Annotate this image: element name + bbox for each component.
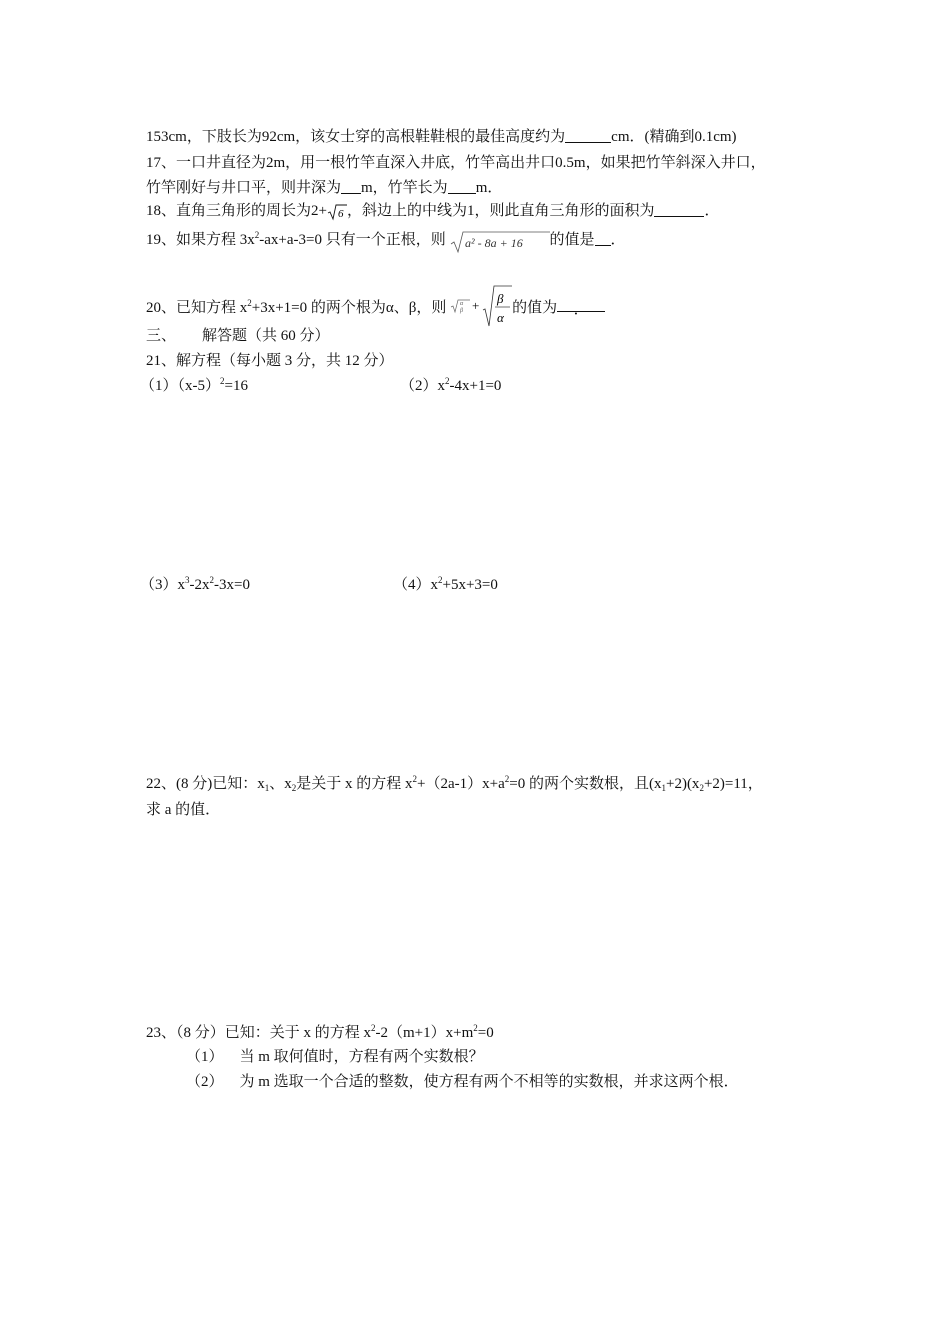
q18-text3: ． bbox=[704, 203, 720, 219]
q23-item1 bbox=[186, 1047, 484, 1067]
q22-exp2: 2 bbox=[504, 774, 510, 784]
q20-text3: 的值为 bbox=[512, 300, 558, 316]
q23-item1-number: （1） bbox=[186, 1049, 224, 1065]
q20-small-num: α bbox=[460, 301, 464, 307]
q22-text-e: =0 的两个实数根，且(x bbox=[509, 776, 662, 792]
q20-radicals bbox=[450, 284, 512, 328]
q22-text-f: +2)(x bbox=[665, 776, 700, 792]
section-3-heading bbox=[146, 326, 330, 346]
q21-p3-exp1: 3 bbox=[185, 575, 190, 585]
q21-p1-text2: =16 bbox=[224, 378, 248, 394]
q21-p3-text: （3）x bbox=[140, 577, 186, 593]
q22-exp1: 2 bbox=[412, 774, 418, 784]
q23-item1-text: 当 m 取何值时，方程有两个实数根？ bbox=[239, 1049, 484, 1065]
q17-text4: m． bbox=[475, 180, 503, 196]
q23-text-a: 23、（8 分）已知：关于 x 的方程 x bbox=[146, 1025, 372, 1041]
q22-sub1: 1 bbox=[264, 783, 270, 793]
q19-text4: ． bbox=[610, 232, 626, 248]
q22-sub3: 1 bbox=[661, 783, 666, 793]
q21-p3-exp2: 2 bbox=[209, 575, 215, 585]
q22-text-line2: 求 a 的值． bbox=[146, 802, 221, 818]
sqrt6-radical bbox=[327, 203, 347, 221]
q17-text3: m，竹竿长为 bbox=[361, 180, 448, 196]
section-3-number: 三、 bbox=[146, 328, 177, 344]
q20-text2: +3x+1=0 的两个根为α、β，则 bbox=[251, 300, 447, 316]
q21-title bbox=[146, 351, 394, 371]
sqrt6-radicand: 6 bbox=[337, 207, 344, 220]
q22-text-b: 、x bbox=[269, 776, 292, 792]
q22-text-a: 22、(8 分)已知：x bbox=[146, 776, 265, 792]
q19-blank[interactable] bbox=[595, 230, 611, 246]
q19-radicand: a² - 8a + 16 bbox=[464, 236, 523, 250]
q20-big-num: β bbox=[497, 291, 504, 306]
q20-text: 20、已知方程 x bbox=[146, 300, 248, 316]
q23-item2-number: （2） bbox=[186, 1074, 224, 1090]
q21-p4-text2: +5x+3=0 bbox=[442, 577, 498, 593]
q20-blank[interactable] bbox=[557, 296, 605, 318]
q22-text-d: +（2a-1）x+a bbox=[417, 776, 505, 792]
q20-exp: 2 bbox=[247, 298, 252, 308]
q19-line bbox=[146, 228, 626, 254]
q23-item2 bbox=[186, 1072, 739, 1092]
q22-sub4: 2 bbox=[699, 783, 704, 793]
q23-item2-text: 为 m 选取一个合适的整数，使方程有两个不相等的实数根，并求这两个根． bbox=[239, 1074, 739, 1090]
q21-p3-text2: -2x bbox=[189, 577, 210, 593]
q18-blank[interactable] bbox=[654, 201, 704, 217]
q21-p2-text: （2）x bbox=[400, 378, 446, 394]
q18-line bbox=[146, 201, 720, 221]
q21-part2 bbox=[400, 376, 501, 396]
q21-part1 bbox=[140, 376, 248, 396]
section-3-title: 解答题（共 60 分） bbox=[202, 328, 330, 344]
q22-line1 bbox=[146, 774, 763, 794]
q17-text2: 竹竿刚好与井口平，则井深为 bbox=[146, 180, 342, 196]
q23-exp2: 2 bbox=[473, 1023, 478, 1033]
q16-tail-line bbox=[146, 127, 737, 147]
q20-plus: + bbox=[472, 298, 480, 313]
q20-small-den: β bbox=[460, 308, 464, 314]
q23-exp1: 2 bbox=[371, 1023, 376, 1033]
q19-text: 19、如果方程 3x bbox=[146, 232, 255, 248]
q22-line2 bbox=[146, 800, 220, 820]
q19-exp: 2 bbox=[254, 230, 260, 240]
q21-p2-text2: -4x+1=0 bbox=[449, 378, 502, 394]
q20-line bbox=[146, 284, 605, 328]
q21-p2-exp: 2 bbox=[445, 376, 450, 386]
q20-blank-dot: ． bbox=[573, 302, 589, 318]
q16-text-end: cm．(精确到0.1cm) bbox=[611, 129, 737, 145]
q21-part3 bbox=[140, 575, 250, 595]
q21-p1-text: （1）（x-5） bbox=[140, 378, 220, 394]
q18-text: 18、直角三角形的周长为2+ bbox=[146, 203, 327, 219]
q21-p1-exp: 2 bbox=[220, 376, 225, 386]
q18-text2: ，斜边上的中线为1，则此直角三角形的面积为 bbox=[346, 203, 655, 219]
q22-text-c: 是关于 x 的方程 x bbox=[296, 776, 413, 792]
q16-text: 153cm，下肢长为92cm，该女士穿的高根鞋鞋根的最佳高度约为 bbox=[146, 129, 566, 145]
q17-line1 bbox=[146, 153, 766, 173]
q17-text: 17、一口井直径为2m，用一根竹竿直深入井底，竹竿高出井口0.5m，如果把竹竿斜深入井口， bbox=[146, 155, 766, 171]
q21-p4-text: （4）x bbox=[393, 577, 439, 593]
q21-p4-exp: 2 bbox=[438, 575, 443, 585]
q17-line2 bbox=[146, 178, 502, 198]
q22-text-g: +2)=11， bbox=[703, 776, 763, 792]
q19-text2: -ax+a-3=0 只有一个正根，则 bbox=[259, 232, 446, 248]
q23-line1 bbox=[146, 1023, 494, 1043]
q23-text-b: -2（m+1）x+m bbox=[375, 1025, 474, 1041]
q21-part4 bbox=[393, 575, 498, 595]
q17-blank-depth[interactable] bbox=[341, 178, 361, 194]
q20-big-den: α bbox=[497, 310, 504, 325]
q21-p3-text3: -3x=0 bbox=[214, 577, 250, 593]
q16-blank[interactable] bbox=[565, 127, 611, 143]
q21-title-text: 21、解方程（每小题 3 分，共 12 分） bbox=[146, 353, 394, 369]
q22-sub2: 2 bbox=[291, 783, 297, 793]
q23-text-c: =0 bbox=[477, 1025, 494, 1041]
q19-radical bbox=[450, 228, 550, 254]
q17-blank-length[interactable] bbox=[448, 178, 476, 194]
q19-text3: 的值是 bbox=[549, 232, 595, 248]
